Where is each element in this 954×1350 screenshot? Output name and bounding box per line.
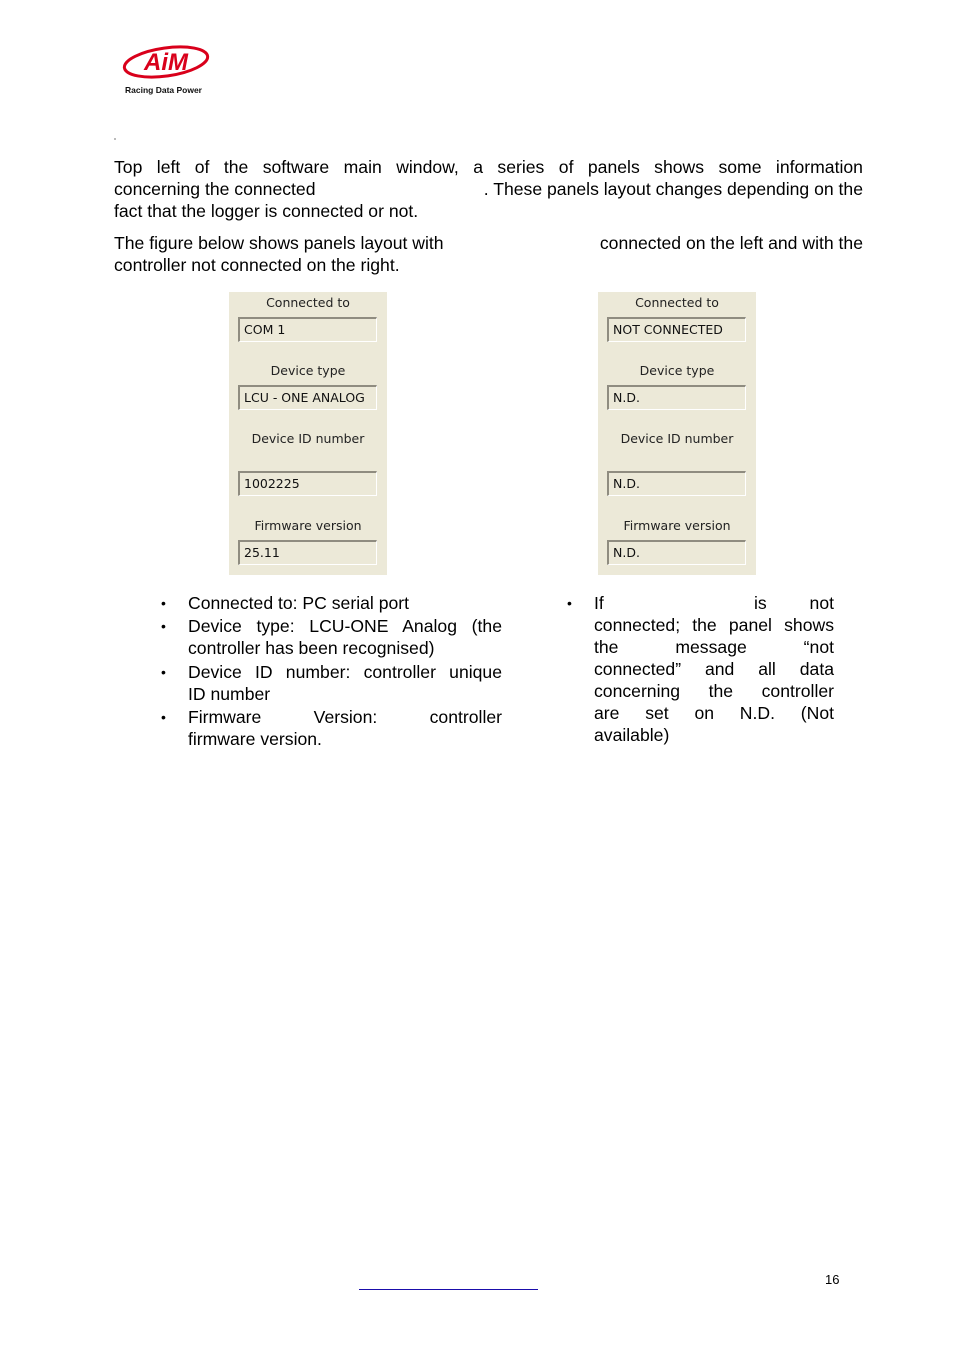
device-id-label: Device ID number [620, 431, 734, 446]
logo-wordmark: AiM [144, 49, 188, 76]
figure-intro-line-2: controller not connected on the right. [114, 255, 400, 275]
bullet-text: ID number [188, 684, 271, 704]
bullet-text: are set on N.D. (Not [594, 703, 834, 723]
connected-to-label: Connected to [635, 295, 719, 310]
bullet-text: connected” and all data [594, 659, 834, 679]
connected-to-field[interactable]: COM 1 [238, 317, 377, 342]
footer-link[interactable] [359, 1289, 538, 1290]
device-id-field[interactable]: N.D. [607, 471, 746, 496]
connected-to-field[interactable]: NOT CONNECTED [607, 317, 746, 342]
bullet-text: the message “not [594, 637, 834, 657]
figure-intro-paragraph [114, 232, 863, 276]
bullet-text: Connected to: PC serial port [188, 593, 410, 613]
intro-word: Top [114, 157, 143, 177]
intro-word: of [558, 157, 574, 177]
page-number: 16 [825, 1272, 840, 1287]
bullet-line [594, 592, 834, 614]
device-type-field[interactable]: N.D. [607, 385, 746, 410]
stray-mark [114, 138, 116, 140]
bullet-text: controller has been recognised) [188, 638, 435, 658]
intro-paragraph [114, 156, 863, 222]
intro-word: main [343, 157, 382, 177]
list-item [161, 706, 502, 750]
bullet-icon: • [567, 595, 572, 611]
bullet-text: available) [594, 725, 670, 745]
intro-word: shows [654, 157, 705, 177]
list-item [161, 592, 502, 614]
bullet-text: Firmware Version: controller [188, 707, 502, 727]
bullet-text: connected; the panel shows [594, 615, 834, 635]
intro-line-2 [114, 178, 863, 200]
list-item [161, 661, 502, 705]
bullet-text: Device type: LCU-ONE Analog (the [188, 616, 502, 636]
bullet-icon: • [161, 595, 166, 611]
firmware-label: Firmware version [623, 518, 731, 533]
firmware-field[interactable]: 25.11 [238, 540, 377, 565]
intro-word: some [718, 157, 762, 177]
intro-word: the [223, 157, 249, 177]
bullet-icon: • [161, 664, 166, 680]
intro-line-2a: concerning the connected [114, 179, 316, 199]
bullet-text: firmware version. [188, 729, 322, 749]
device-type-label: Device type [639, 363, 715, 378]
panel-connected [229, 292, 387, 575]
device-type-label: Device type [270, 363, 346, 378]
firmware-label: Firmware version [254, 518, 362, 533]
intro-word: window, [396, 157, 459, 177]
bullet-icon: • [161, 709, 166, 725]
intro-word: panels [587, 157, 640, 177]
device-id-field[interactable]: 1002225 [238, 471, 377, 496]
figure-intro-line-1a: The figure below shows panels layout with [114, 233, 444, 253]
intro-line-1 [114, 156, 863, 178]
device-id-label: Device ID number [251, 431, 365, 446]
bullet-icon: • [161, 618, 166, 634]
intro-word: left [156, 157, 181, 177]
left-bullet-list [161, 592, 502, 750]
figure-intro-line-1 [114, 232, 863, 254]
intro-line-3: fact that the logger is connected or not. [114, 201, 419, 221]
figure-intro-line-1b: connected on the left and with the [599, 233, 863, 253]
list-item [161, 615, 502, 659]
device-type-field[interactable]: LCU - ONE ANALOG [238, 385, 377, 410]
panel-disconnected [598, 292, 756, 575]
intro-word: series [497, 157, 545, 177]
bullet-text: is not [753, 593, 834, 613]
intro-word: information [775, 157, 863, 177]
bullet-text: concerning the controller [594, 681, 834, 701]
intro-word: software [262, 157, 330, 177]
bullet-text: Device ID number: controller unique [188, 662, 502, 682]
intro-word: a [473, 157, 483, 177]
connected-to-label: Connected to [266, 295, 350, 310]
right-bullet-list [567, 592, 834, 746]
list-item [567, 592, 834, 746]
intro-word: of [194, 157, 210, 177]
intro-line-2b: . These panels layout changes depending on the [483, 179, 863, 199]
bullet-text: If [594, 593, 604, 613]
logo-tagline: Racing Data Power [125, 85, 202, 95]
firmware-field[interactable]: N.D. [607, 540, 746, 565]
